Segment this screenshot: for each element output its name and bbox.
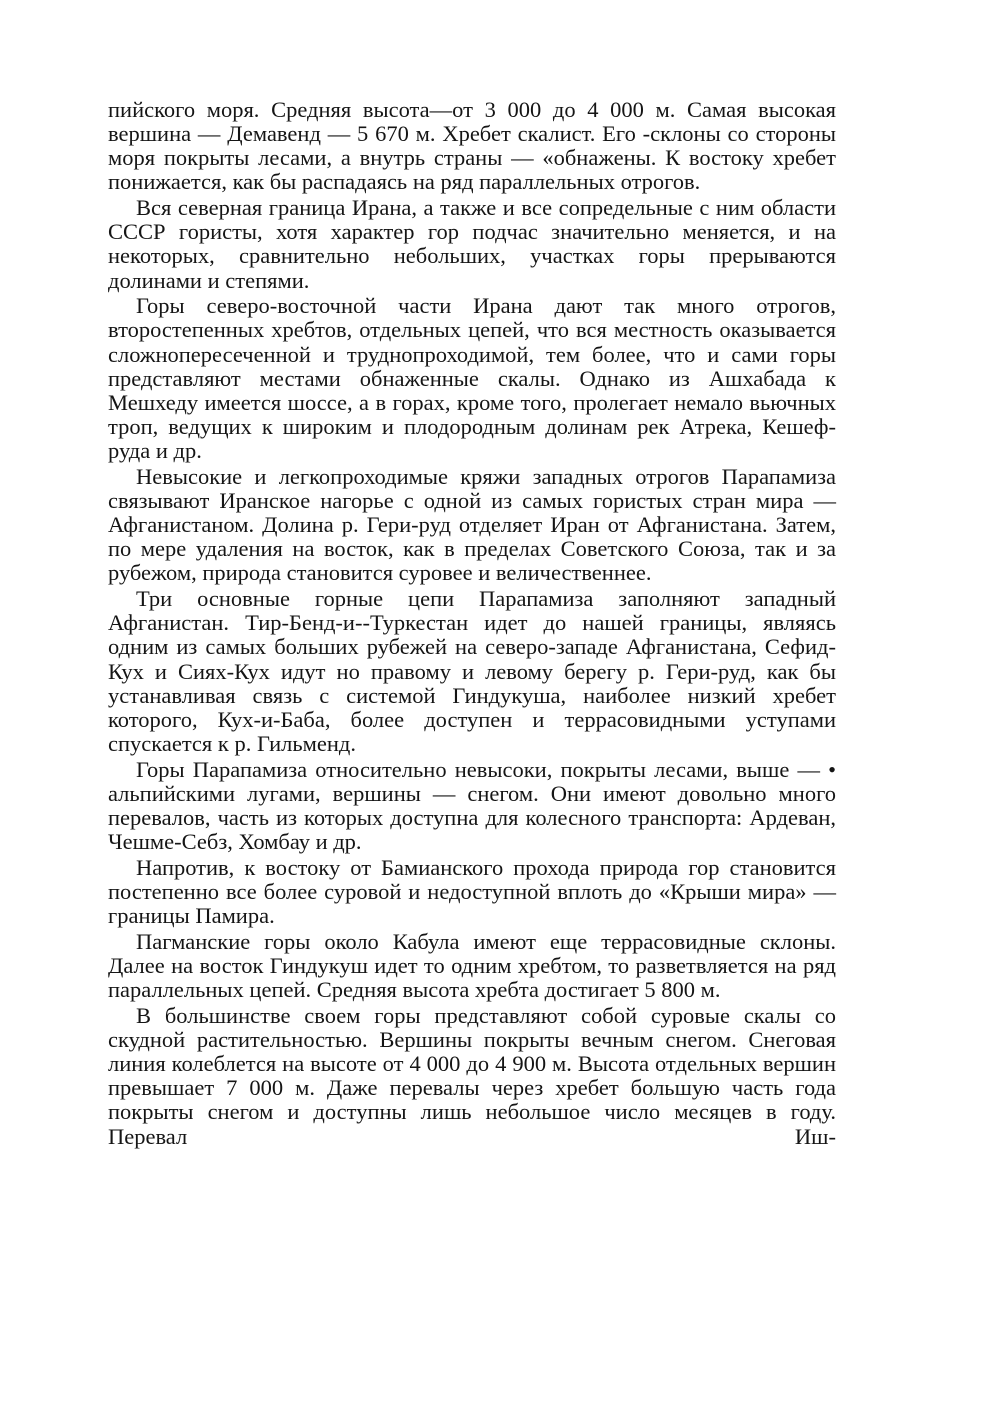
- paragraph: пийского моря. Средняя высота—от 3 000 до 4 000 м. Самая высокая вершина — Демавенд — 5 670 м. Хребет скалист. Его -склоны со стороны моря покрыты лесами, а внутрь страны — «обнажены. К востоку хребет понижается, как бы распадаясь на ряд параллельных отрогов.: [108, 97, 836, 195]
- paragraph: Пагманские горы около Кабула имеют еще террасовидные склоны. Далее на восток Гиндукуш идет то одним хребтом, то разветвляется на ряд параллельных цепей. Средняя высота хребта достигает 5 800 м.: [108, 928, 836, 1003]
- paragraph: Невысокие и легкопроходимые кряжи западных отрогов Парапамиза связывают Иранское нагорье с одной из самых гористых стран мира — Афганистаном. Долина р. Гери-руд отделяет Иран от Афганистана. Затем, по мере удаления на восток, как в пределах Советского Союза, так и за рубежом, природа становится суровее и величественнее.: [108, 463, 836, 586]
- paragraph: Три основные горные цепи Парапамиза заполняют западный Афганистан. Тир-Бенд-и--Туркестан идет до нашей границы, являясь одним из самых больших рубежей на северо-западе Афганистана, Сефид-Кух и Сиях-Кух идут но правому и левому берегу р. Гери-руд, как бы устанавливая связь с системой Гиндукуша, наиболее низкий хребет которого, Кух-и-Баба, более доступен и террасовидными уступами спускается к р. Гильменд.: [108, 586, 836, 757]
- paragraph: Напротив, к востоку от Бамианского прохода природа гор становится постепенно все более суровой и недоступной вплоть до «Крыши мира» — границы Памира.: [108, 854, 836, 929]
- paragraph: Вся северная граница Ирана, а также и все сопредельные с ним области СССР гористы, хотя характер гор подчас значительно меняется, и на некоторых, сравнительно небольших, участках горы прерываются долинами и степями.: [108, 195, 836, 293]
- body-text: [108, 98, 836, 1149]
- paragraph: Горы Парапамиза относительно невысоки, покрыты лесами, выше — • альпийскими лугами, вершины — снегом. Они имеют довольно много перевалов, часть из которых доступна для колесного транспорта: Ардеван, Чешме-Себз, Хомбау и др.: [108, 756, 836, 855]
- paragraph: Горы северо-восточной части Ирана дают так много отрогов, второстепенных хребтов, отдельных цепей, что вся местность оказывается сложнопересеченной и труднопроходимой, тем более, что и сами горы представляют местами обнаженные скалы. Однако из Ашхабада к Мешхеду имеется шоссе, а в горах, кроме того, пролегает немало вьючных троп, ведущих к широким и плодородным долинам рек Атрека, Кешеф-руда и др.: [108, 293, 836, 464]
- paragraph: В большинстве своем горы представляют собой суровые скалы со скудной растительностью. Вершины покрыты вечным снегом. Снеговая линия колеблется на высоте от 4 000 до 4 900 м. Высота отдельных вершин превышает 7 000 м. Даже перевалы через хребет большую часть года покрыты снегом и доступны лишь небольшое число месяцев в году. Перевал Иш-: [108, 1002, 836, 1149]
